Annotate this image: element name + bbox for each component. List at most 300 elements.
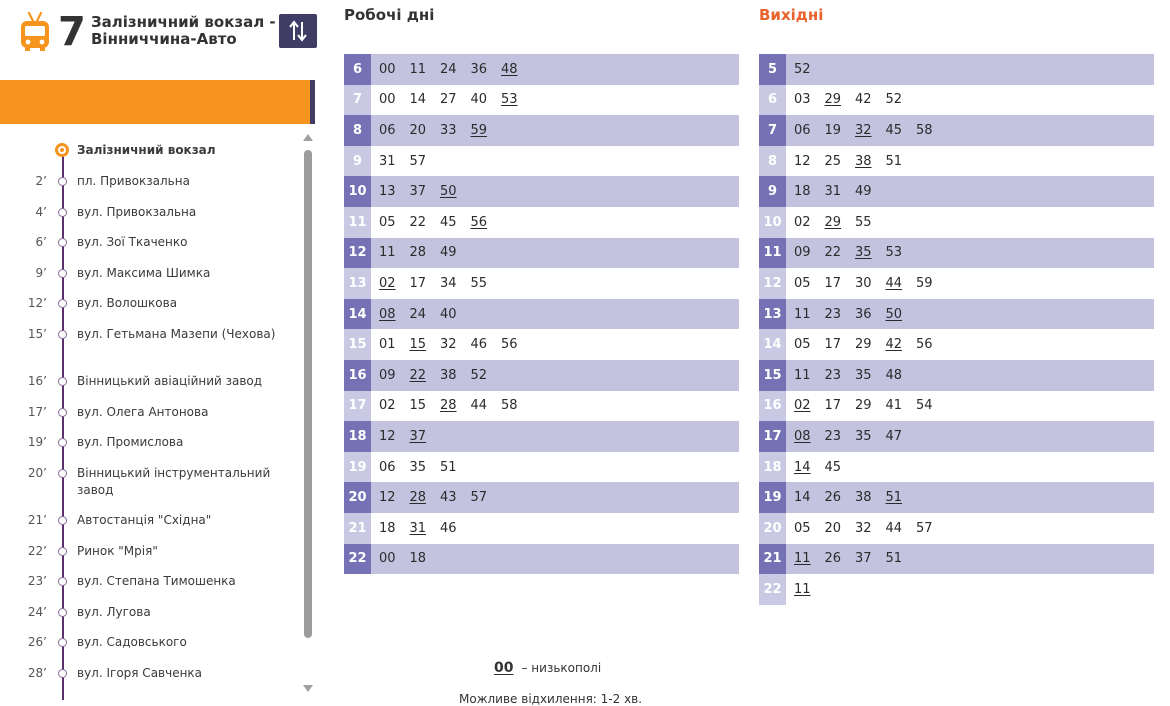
- departure-minute: 57: [470, 490, 488, 506]
- weekday-title: Робочі дні: [344, 6, 435, 24]
- stop-dot-icon: [58, 638, 67, 647]
- departure-minute: 24: [409, 306, 427, 322]
- schedule-hour: 8: [759, 146, 786, 177]
- departure-minute: 29: [855, 337, 872, 353]
- departure-minute: 57: [409, 153, 427, 169]
- schedule-row: [344, 421, 739, 452]
- stop-travel-time: 15’: [27, 327, 47, 341]
- departure-minute: 52: [885, 92, 903, 108]
- departure-minute: 18: [794, 184, 811, 200]
- departure-minute: 06: [794, 122, 811, 138]
- stop-dot-icon: [58, 238, 67, 247]
- departure-minute: 56: [916, 337, 933, 353]
- schedule-minutes: [371, 299, 471, 330]
- departure-minute-lowfloor: 56: [470, 214, 488, 230]
- schedule-row: [759, 513, 1154, 544]
- schedule-row: [759, 176, 1154, 207]
- schedule-minutes: [371, 421, 440, 452]
- schedule-minutes: [786, 238, 916, 269]
- departure-minute: 11: [794, 367, 811, 383]
- departure-minute: 09: [794, 245, 811, 261]
- stops-list: [0, 134, 300, 700]
- schedule-minutes: [786, 115, 947, 146]
- departure-minute-lowfloor: 38: [855, 153, 872, 169]
- departure-minute: 31: [824, 184, 842, 200]
- stop-travel-time: 20’: [27, 466, 47, 480]
- schedule-row: [344, 85, 739, 116]
- stop-travel-time: 2’: [35, 174, 47, 188]
- schedule-minutes: [786, 176, 886, 207]
- departure-minute: 09: [379, 367, 396, 383]
- schedule-minutes: [786, 329, 947, 360]
- departure-minute: 26: [824, 551, 842, 567]
- departure-minute: 51: [885, 551, 903, 567]
- departure-minute: 42: [855, 92, 872, 108]
- departure-minute: 00: [379, 92, 396, 108]
- schedule-minutes: [371, 329, 532, 360]
- schedule-hour: 19: [344, 452, 371, 483]
- stop-name: вул. Олега Антонова: [77, 405, 209, 419]
- departure-minute: 43: [440, 490, 457, 506]
- departure-minute: 51: [885, 153, 903, 169]
- departure-minute: 29: [855, 398, 872, 414]
- departure-minute: 12: [379, 490, 396, 506]
- schedule-hour: 5: [759, 54, 786, 85]
- schedule-hour: 21: [759, 544, 786, 575]
- direction-bar-edge: [310, 80, 315, 124]
- departure-minute: 45: [440, 214, 457, 230]
- schedule-minutes: [786, 268, 947, 299]
- stop-dot-icon: [58, 516, 67, 525]
- departure-minute: 34: [440, 275, 457, 291]
- departure-minute: 14: [794, 490, 811, 506]
- stop-dot-icon: [58, 547, 67, 556]
- stop-dot-icon: [58, 408, 67, 417]
- departure-minute: 44: [885, 520, 903, 536]
- stop-dot-icon: [58, 208, 67, 217]
- schedule-row: [759, 574, 1154, 605]
- departure-minute: 05: [379, 214, 396, 230]
- schedule-hour: 17: [759, 421, 786, 452]
- departure-minute: 11: [409, 61, 427, 77]
- departure-minute: 06: [379, 459, 396, 475]
- departure-minute: 53: [885, 245, 903, 261]
- schedule-minutes: [371, 513, 471, 544]
- schedule-minutes: [786, 482, 916, 513]
- departure-minute: 58: [916, 122, 933, 138]
- departure-minute-lowfloor: 14: [794, 459, 811, 475]
- departure-minute: 45: [885, 122, 903, 138]
- schedule-row: [344, 146, 739, 177]
- stop-dot-icon: [58, 299, 67, 308]
- legend-label: – низькополі: [521, 661, 602, 675]
- stop-name: вул. Лугова: [77, 605, 151, 619]
- schedule-row: [759, 544, 1154, 575]
- departure-minute: 12: [794, 153, 811, 169]
- stop-dot-icon: [58, 577, 67, 586]
- departure-minute: 35: [855, 367, 872, 383]
- schedule-row: [344, 268, 739, 299]
- schedule-hour: 21: [344, 513, 371, 544]
- schedule-minutes: [786, 452, 855, 483]
- stop-travel-time: 9’: [35, 266, 47, 280]
- stop-travel-time: 6’: [35, 235, 47, 249]
- schedule-hour: 18: [344, 421, 371, 452]
- schedule-hour: 6: [759, 85, 786, 116]
- departure-minute: 13: [379, 184, 396, 200]
- schedule-hour: 16: [344, 360, 371, 391]
- route-panel: [0, 0, 330, 706]
- stop-dot-icon: [58, 438, 67, 447]
- schedule-minutes: [786, 54, 825, 85]
- departure-minute-lowfloor: 32: [855, 122, 872, 138]
- schedule-hour: 16: [759, 391, 786, 422]
- schedule-hour: 6: [344, 54, 371, 85]
- schedule-hour: 15: [759, 360, 786, 391]
- departure-minute: 52: [794, 61, 811, 77]
- departure-minute: 05: [794, 520, 811, 536]
- schedule-hour: 20: [344, 482, 371, 513]
- departure-minute: 17: [824, 398, 842, 414]
- schedule-row: [759, 85, 1154, 116]
- departure-minute-lowfloor: 02: [794, 398, 811, 414]
- schedule-hour: 7: [759, 115, 786, 146]
- route-line: [62, 150, 64, 700]
- departure-minute: 03: [794, 92, 811, 108]
- schedule-hour: 13: [759, 299, 786, 330]
- departure-minute-lowfloor: 44: [885, 275, 903, 291]
- schedule-minutes: [786, 513, 947, 544]
- stop-dot-icon: [58, 177, 67, 186]
- schedule-row: [759, 207, 1154, 238]
- stop-dot-icon: [58, 669, 67, 678]
- stop-name: вул. Степана Тимошенка: [77, 574, 236, 588]
- departure-minute: 46: [470, 337, 488, 353]
- departure-minute-lowfloor: 22: [409, 367, 427, 383]
- departure-minute: 11: [794, 306, 811, 322]
- schedule-hour: 11: [759, 238, 786, 269]
- deviation-note: Можливе відхилення: 1-2 хв.: [459, 692, 643, 706]
- stop-name: вул. Волошкова: [77, 296, 178, 310]
- stop-name: вул. Ігоря Савченка: [77, 666, 203, 680]
- departure-minute-lowfloor: 08: [794, 428, 811, 444]
- stop-name: Вінницький інструментальний завод: [77, 466, 271, 497]
- departure-minute: 52: [470, 367, 488, 383]
- schedule-minutes: [371, 176, 471, 207]
- departure-minute: 55: [855, 214, 872, 230]
- stop-name: Вінницький авіаційний завод: [77, 374, 263, 388]
- schedule-minutes: [786, 299, 916, 330]
- schedule-row: [344, 544, 739, 575]
- departure-minute: 51: [440, 459, 457, 475]
- stop-travel-time: 12’: [27, 296, 47, 310]
- schedule-row: [759, 238, 1154, 269]
- stop-name: вул. Привокзальна: [77, 205, 197, 219]
- scroll-thumb[interactable]: [304, 150, 312, 638]
- schedule-hour: 14: [344, 299, 371, 330]
- stop-travel-time: 24’: [27, 605, 47, 619]
- schedule-row: [344, 329, 739, 360]
- schedule-hour: 18: [759, 452, 786, 483]
- departure-minute: 46: [440, 520, 457, 536]
- departure-minute-lowfloor: 50: [885, 306, 903, 322]
- departure-minute: 06: [379, 122, 396, 138]
- departure-minute: 59: [916, 275, 933, 291]
- stop-travel-time: 23’: [27, 574, 47, 588]
- schedule-minutes: [371, 238, 471, 269]
- schedule-minutes: [371, 268, 501, 299]
- departure-minute: 23: [824, 367, 842, 383]
- schedule-minutes: [371, 544, 440, 575]
- schedule-hour: 17: [344, 391, 371, 422]
- departure-minute: 32: [855, 520, 872, 536]
- schedule-minutes: [786, 207, 886, 238]
- stop-name: Залізничний вокзал: [77, 143, 216, 157]
- departure-minute: 31: [379, 153, 396, 169]
- departure-minute-lowfloor: 37: [409, 428, 427, 444]
- departure-minute-lowfloor: 51: [885, 490, 903, 506]
- schedule-row: [344, 482, 739, 513]
- departure-minute: 49: [440, 245, 457, 261]
- departure-minute: 22: [824, 245, 842, 261]
- schedule-hour: 20: [759, 513, 786, 544]
- departure-minute-lowfloor: 08: [379, 306, 396, 322]
- schedule-hour: 22: [344, 544, 371, 575]
- schedule-row: [759, 54, 1154, 85]
- departure-minute: 18: [379, 520, 396, 536]
- schedule-row: [759, 115, 1154, 146]
- swap-direction-button[interactable]: [279, 14, 317, 48]
- stop-travel-time: 21’: [27, 513, 47, 527]
- stop-dot-icon: [58, 330, 67, 339]
- departure-minute-lowfloor: 53: [501, 92, 518, 108]
- departure-minute: 00: [379, 61, 396, 77]
- departure-minute-lowfloor: 35: [855, 245, 872, 261]
- departure-minute: 20: [824, 520, 842, 536]
- schedule-minutes: [371, 207, 501, 238]
- schedule-row: [344, 299, 739, 330]
- departure-minute: 00: [379, 551, 396, 567]
- stop-travel-time: 17’: [27, 405, 47, 419]
- departure-minute: 57: [916, 520, 933, 536]
- schedule-row: [759, 391, 1154, 422]
- schedule-row: [759, 360, 1154, 391]
- departure-minute: 27: [440, 92, 457, 108]
- departure-minute: 44: [470, 398, 488, 414]
- departure-minute: 24: [440, 61, 457, 77]
- scroll-down-icon[interactable]: [303, 685, 313, 692]
- schedule-row: [344, 115, 739, 146]
- departure-minute-lowfloor: 29: [824, 214, 842, 230]
- departure-minute: 56: [501, 337, 518, 353]
- stop-name: вул. Промислова: [77, 435, 184, 449]
- departure-minute: 12: [379, 428, 396, 444]
- departure-minute-lowfloor: 28: [440, 398, 457, 414]
- schedule-hour: 10: [344, 176, 371, 207]
- stop-dot-icon: [58, 377, 67, 386]
- departure-minute: 17: [824, 337, 842, 353]
- schedule-hour: 15: [344, 329, 371, 360]
- schedule-hour: 9: [344, 146, 371, 177]
- route-number: 7: [58, 9, 86, 55]
- schedule-hour: 9: [759, 176, 786, 207]
- departure-minute-lowfloor: 11: [794, 581, 811, 597]
- departure-minute: 18: [409, 551, 427, 567]
- schedule-minutes: [371, 115, 501, 146]
- stop-travel-time: 19’: [27, 435, 47, 449]
- departure-minute-lowfloor: 42: [885, 337, 903, 353]
- stop-name: пл. Привокзальна: [77, 174, 190, 188]
- trolleybus-icon: [19, 12, 51, 52]
- schedule-minutes: [786, 85, 916, 116]
- departure-minute-lowfloor: 59: [470, 122, 488, 138]
- stop-name: вул. Гетьмана Мазепи (Чехова): [77, 327, 276, 341]
- schedule-row: [344, 452, 739, 483]
- weekend-schedule-table: [759, 54, 1154, 605]
- departure-minute-lowfloor: 31: [409, 520, 427, 536]
- departure-minute: 30: [855, 275, 872, 291]
- schedule-row: [759, 146, 1154, 177]
- stop-name: вул. Зої Ткаченко: [77, 235, 188, 249]
- swap-arrows-icon: [288, 20, 308, 42]
- schedule-row: [759, 329, 1154, 360]
- schedule-minutes: [371, 482, 501, 513]
- schedule-minutes: [786, 574, 825, 605]
- departure-minute: 38: [440, 367, 457, 383]
- departure-minute: 35: [409, 459, 427, 475]
- schedule-minutes: [786, 544, 916, 575]
- departure-minute: 25: [824, 153, 842, 169]
- departure-minute: 02: [794, 214, 811, 230]
- departure-minute-lowfloor: 15: [409, 337, 427, 353]
- departure-minute-lowfloor: 50: [440, 184, 457, 200]
- schedule-minutes: [371, 452, 471, 483]
- departure-minute: 54: [916, 398, 933, 414]
- schedule-hour: 11: [344, 207, 371, 238]
- departure-minute-lowfloor: 48: [501, 61, 518, 77]
- departure-minute: 26: [824, 490, 842, 506]
- schedule-hour: 14: [759, 329, 786, 360]
- departure-minute: 01: [379, 337, 396, 353]
- schedule-row: [759, 482, 1154, 513]
- stops-scrollbar[interactable]: [303, 134, 313, 692]
- schedule-row: [344, 513, 739, 544]
- departure-minute: 35: [855, 428, 872, 444]
- current-stop-icon: [55, 143, 69, 157]
- departure-minute: 36: [855, 306, 872, 322]
- departure-minute: 38: [855, 490, 872, 506]
- schedule-minutes: [371, 146, 440, 177]
- direction-bar: [0, 80, 310, 124]
- stop-dot-icon: [58, 469, 67, 478]
- departure-minute-lowfloor: 11: [794, 551, 811, 567]
- departure-minute: 23: [824, 428, 842, 444]
- stop-name: вул. Садовського: [77, 635, 187, 649]
- stop-travel-time: 26’: [27, 635, 47, 649]
- departure-minute: 49: [855, 184, 872, 200]
- stop-travel-time: 22’: [27, 544, 47, 558]
- departure-minute: 14: [409, 92, 427, 108]
- schedule-row: [344, 360, 739, 391]
- schedule-hour: 19: [759, 482, 786, 513]
- departure-minute-lowfloor: 29: [824, 92, 842, 108]
- schedule-row: [344, 54, 739, 85]
- schedule-hour: 22: [759, 574, 786, 605]
- stop-travel-time: 4’: [35, 205, 47, 219]
- route-header: [0, 0, 330, 74]
- schedule-minutes: [371, 360, 501, 391]
- schedule-minutes: [786, 146, 916, 177]
- stop-name: Ринок "Мрія": [77, 544, 158, 558]
- schedule-row: [344, 176, 739, 207]
- schedule-hour: 7: [344, 85, 371, 116]
- stop-dot-icon: [58, 269, 67, 278]
- departure-minute: 15: [409, 398, 427, 414]
- stop-dot-icon: [58, 608, 67, 617]
- stop-travel-time: 28’: [27, 666, 47, 680]
- departure-minute: 02: [379, 398, 396, 414]
- schedule-hour: 12: [344, 238, 371, 269]
- weekday-schedule-table: [344, 54, 739, 574]
- departure-minute: 11: [379, 245, 396, 261]
- departure-minute: 55: [470, 275, 488, 291]
- scroll-up-icon[interactable]: [303, 134, 313, 141]
- departure-minute: 58: [501, 398, 518, 414]
- departure-minute: 37: [409, 184, 427, 200]
- stop-name: вул. Максима Шимка: [77, 266, 211, 280]
- departure-minute: 19: [824, 122, 842, 138]
- departure-minute: 45: [824, 459, 842, 475]
- departure-minute: 32: [440, 337, 457, 353]
- schedule-hour: 10: [759, 207, 786, 238]
- schedule-row: [759, 452, 1154, 483]
- schedule-hour: 8: [344, 115, 371, 146]
- weekend-title: Вихідні: [759, 6, 824, 24]
- schedule-minutes: [371, 54, 532, 85]
- departure-minute: 20: [409, 122, 427, 138]
- schedule-row: [759, 268, 1154, 299]
- schedule-minutes: [786, 360, 916, 391]
- schedule-row: [759, 299, 1154, 330]
- departure-minute: 17: [409, 275, 427, 291]
- schedule-minutes: [786, 421, 916, 452]
- departure-minute: 17: [824, 275, 842, 291]
- departure-minute: 33: [440, 122, 457, 138]
- departure-minute-lowfloor: 02: [379, 275, 396, 291]
- legend: [494, 660, 601, 676]
- departure-minute: 48: [885, 367, 903, 383]
- schedule-minutes: [371, 391, 532, 422]
- schedule-row: [344, 238, 739, 269]
- departure-minute: 37: [855, 551, 872, 567]
- departure-minute: 41: [885, 398, 903, 414]
- departure-minute: 23: [824, 306, 842, 322]
- departure-minute: 28: [409, 245, 427, 261]
- stop-name: Автостанція "Східна": [77, 513, 212, 527]
- schedule-row: [344, 391, 739, 422]
- departure-minute-lowfloor: 28: [409, 490, 427, 506]
- route-title: Залізничний вокзал - Вінниччина-Авто: [91, 13, 276, 48]
- departure-minute: 40: [470, 92, 488, 108]
- departure-minute: 36: [470, 61, 488, 77]
- schedule-hour: 13: [344, 268, 371, 299]
- schedule-hour: 12: [759, 268, 786, 299]
- legend-sample: 00: [494, 660, 514, 676]
- schedule-row: [344, 207, 739, 238]
- departure-minute: 47: [885, 428, 903, 444]
- departure-minute: 05: [794, 337, 811, 353]
- stop-travel-time: 16’: [27, 374, 47, 388]
